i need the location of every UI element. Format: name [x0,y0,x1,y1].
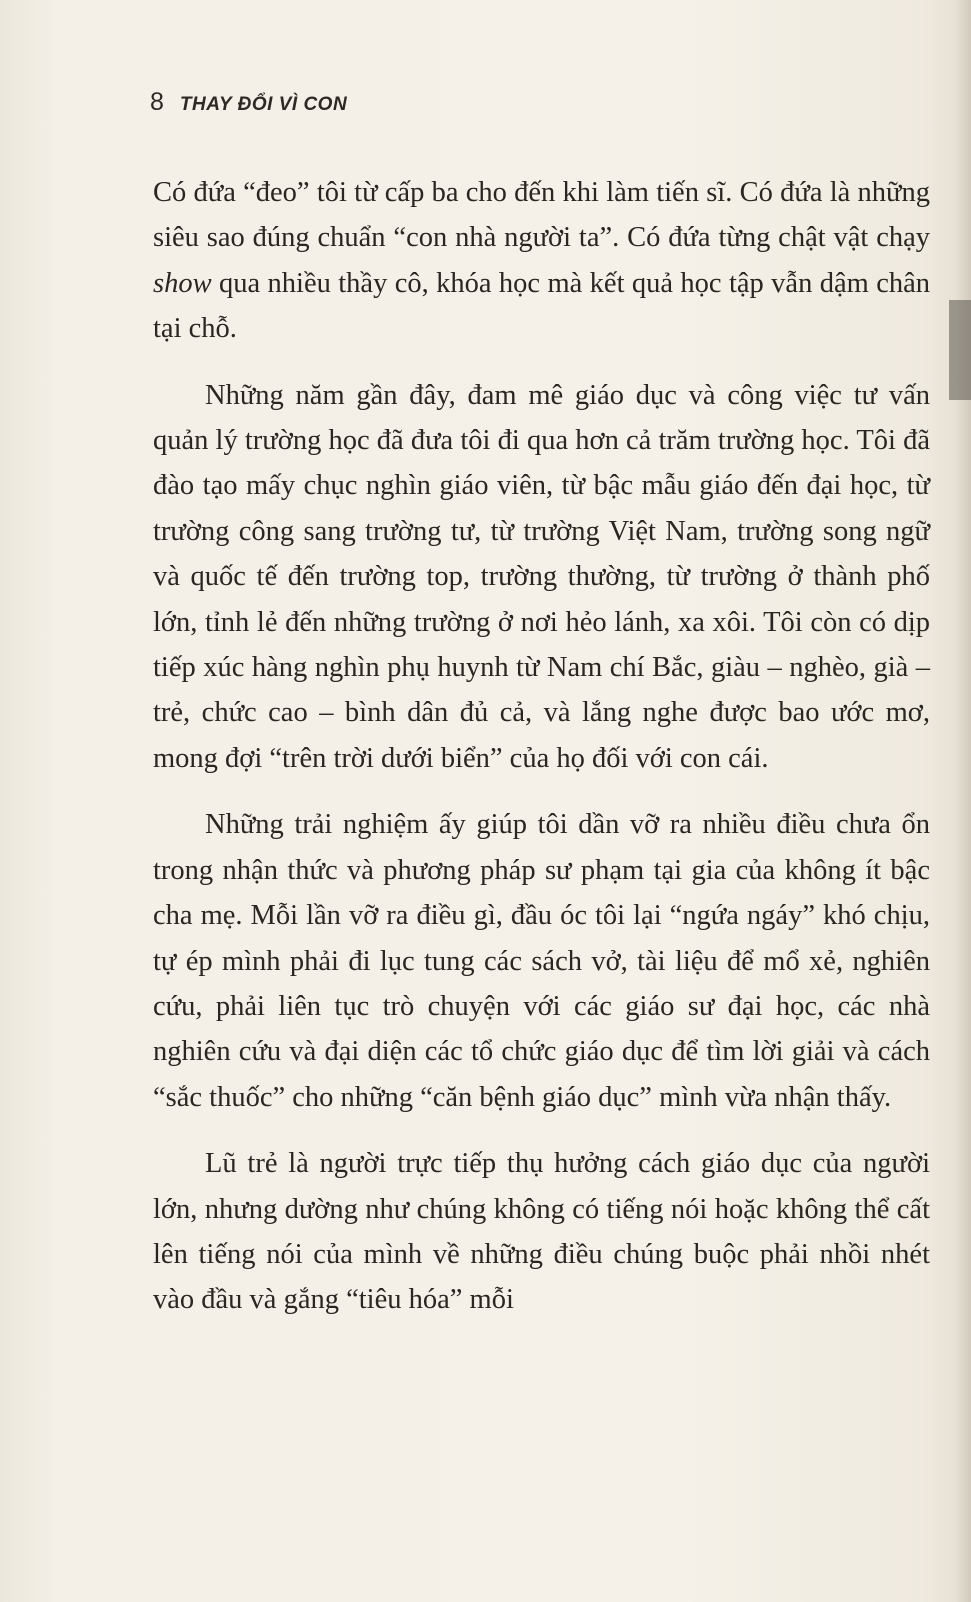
running-title: THAY ĐỔI VÌ CON [179,94,348,115]
paragraph-1-emphasis: show [153,267,212,299]
page-number: 8 [150,88,164,116]
paragraph-3: Những trải nghiệm ấy giúp tôi dần vỡ ra nhiều điều chưa ổn trong nhận thức và phương pháp sư phạm tại gia của không ít bậc cha mẹ. Mỗi lần vỡ ra điều gì, đầu óc tôi lại “ngứa ngáy” khó chịu, tự ép mình phải đi lục tung các sách vở, tài liệu để mổ xẻ, nghiên cứu, phải liên tục trò chuyện với các giáo sư đại học, các nhà nghiên cứu và đại diện các tổ chức giáo dục để tìm lời giải và cách “sắc thuốc” cho những “căn bệnh giáo dục” mình vừa nhận thấy. [153,809,930,1113]
paragraph-1 [153,170,930,352]
next-page-bleed-mark [949,300,971,400]
paragraph-1-after: qua nhiều thầy cô, khóa học mà kết quả học tập vẫn dậm chân tại chỗ. [153,267,930,345]
body-text [153,170,930,1344]
running-header [150,88,347,117]
paragraph-2: Những năm gần đây, đam mê giáo dục và công việc tư vấn quản lý trường học đã đưa tôi đi qua hơn cả trăm trường học. Tôi đã đào tạo mấy chục nghìn giáo viên, từ bậc mẫu giáo đến đại học, từ trường công sang trường tư, từ trường Việt Nam, trường song ngữ và quốc tế đến trường top, trường thường, từ trường ở thành phố lớn, tỉnh lẻ đến những trường ở nơi hẻo lánh, xa xôi. Tôi còn có dịp tiếp xúc hàng nghìn phụ huynh từ Nam chí Bắc, giàu – nghèo, già – trẻ, chức cao – bình dân đủ cả, và lắng nghe được bao ước mơ, mong đợi “trên trời dưới biển” của họ đối với con cái. [153,379,930,774]
page-edge-shadow [955,0,971,1602]
paragraph-1-before: Có đứa “đeo” tôi từ cấp ba cho đến khi làm tiến sĩ. Có đứa là những siêu sao đúng chuẩn “con nhà người ta”. Có đứa từng chật vật chạy [153,177,930,254]
paragraph-4: Lũ trẻ là người trực tiếp thụ hưởng cách giáo dục của người lớn, nhưng dường như chúng không có tiếng nói hoặc không thể cất lên tiếng nói của mình về những điều chúng buộc phải nhồi nhét vào đầu và gắng “tiêu hóa” mỗi [153,1148,930,1316]
